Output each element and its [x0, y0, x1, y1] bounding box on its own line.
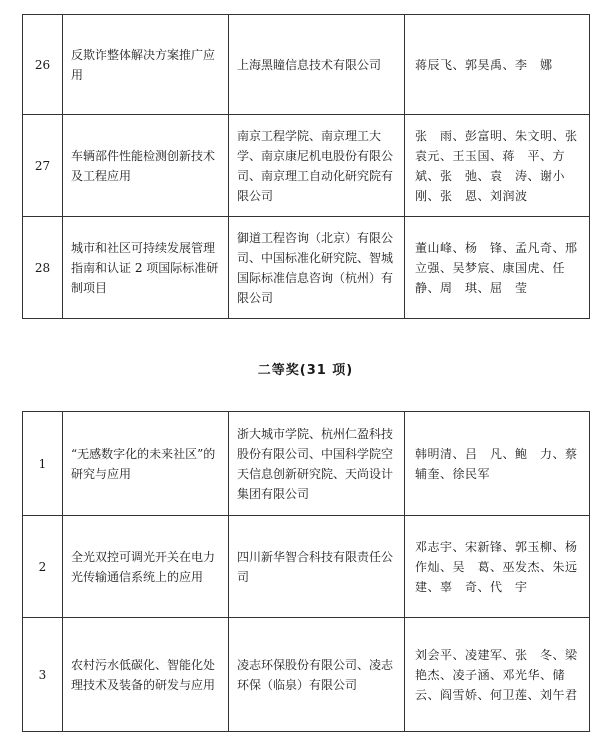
- project-name: 反欺诈整体解决方案推广应用: [63, 15, 229, 115]
- project-name: “无感数字化的未来社区”的研究与应用: [63, 412, 229, 516]
- completing-units: 南京工程学院、南京理工大学、南京康尼机电股份有限公司、南京理工自动化研究院有限公司: [229, 115, 405, 217]
- award-table-second-class: [22, 411, 590, 732]
- completing-people: 董山峰、杨 锋、孟凡奇、邢立强、吴梦宸、康国虎、任 静、周 琪、屈 莹: [405, 217, 590, 319]
- row-number: 28: [23, 217, 63, 319]
- project-name: 农村污水低碳化、智能化处理技术及装备的研发与应用: [63, 618, 229, 732]
- table-row: [23, 618, 590, 732]
- row-number: 26: [23, 15, 63, 115]
- table-row: [23, 15, 590, 115]
- completing-units: 上海黑瞳信息技术有限公司: [229, 15, 405, 115]
- table-row: [23, 516, 590, 618]
- table-row: [23, 217, 590, 319]
- completing-people: 蒋辰飞、郭昊禹、李 娜: [405, 15, 590, 115]
- completing-units: 凌志环保股份有限公司、凌志环保（临泉）有限公司: [229, 618, 405, 732]
- completing-people: 韩明清、吕 凡、鲍 力、蔡辅奎、徐民军: [405, 412, 590, 516]
- award-table-first-class-continued: [22, 14, 590, 319]
- project-name: 城市和社区可持续发展管理指南和认证 2 项国际标准研制项目: [63, 217, 229, 319]
- completing-units: 浙大城市学院、杭州仁盈科技股份有限公司、中国科学院空天信息创新研究院、天尚设计集团有限公司: [229, 412, 405, 516]
- row-number: 27: [23, 115, 63, 217]
- table-row: [23, 412, 590, 516]
- row-number: 3: [23, 618, 63, 732]
- table-row: [23, 115, 590, 217]
- project-name: 全光双控可调光开关在电力光传输通信系统上的应用: [63, 516, 229, 618]
- row-number: 1: [23, 412, 63, 516]
- second-class-award-heading: 二等奖(31 项): [257, 363, 354, 378]
- project-name: 车辆部件性能检测创新技术及工程应用: [63, 115, 229, 217]
- completing-units: 御道工程咨询（北京）有限公司、中国标准化研究院、智城国际标准信息咨询（杭州）有限公司: [229, 217, 405, 319]
- row-number: 2: [23, 516, 63, 618]
- completing-units: 四川新华智合科技有限责任公司: [229, 516, 405, 618]
- completing-people: 邓志宇、宋新锋、郭玉柳、杨作灿、吴 葛、巫发杰、朱远建、辜 奇、代 宇: [405, 516, 590, 618]
- completing-people: 张 雨、彭富明、朱文明、张袁元、王玉国、蒋 平、方 斌、张 弛、袁 涛、谢小刚、张 恩、刘润波: [405, 115, 590, 217]
- completing-people: 刘会平、凌建军、张 冬、梁艳杰、凌子涵、邓光华、储 云、阎雪娇、何卫莲、刘午君: [405, 618, 590, 732]
